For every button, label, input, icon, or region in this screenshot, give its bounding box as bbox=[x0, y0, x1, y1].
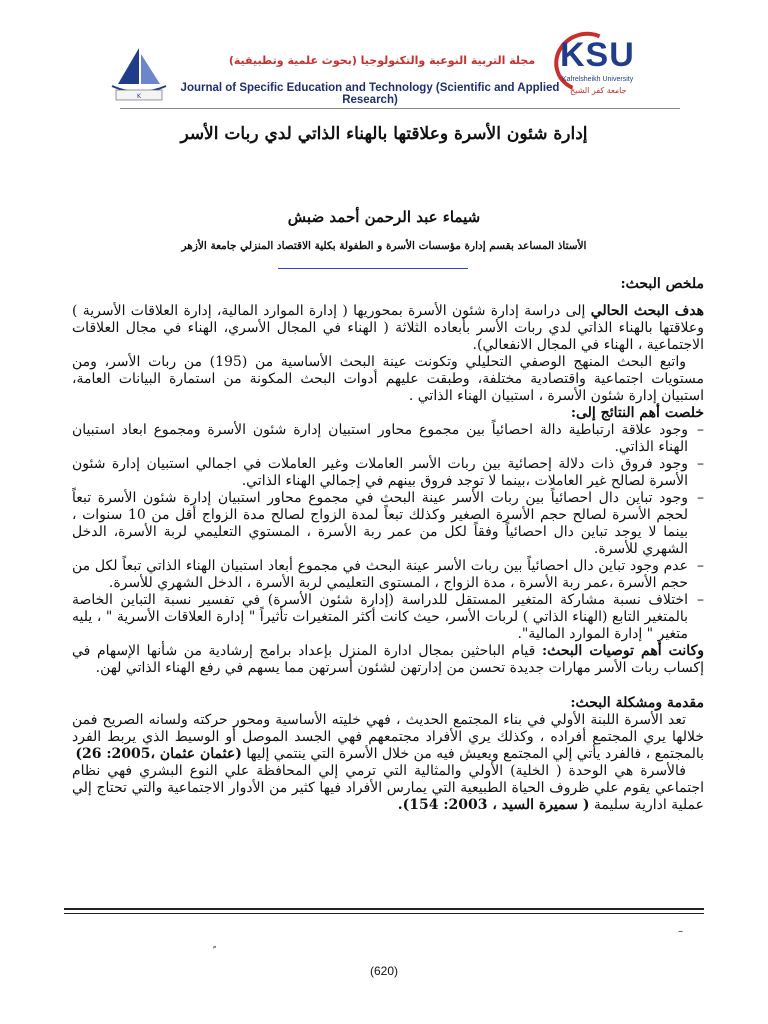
abstract-aim-text: إلى دراسة إدارة شئون الأسرة بمحوريها ( إدارة الموارد المالية، إدارة العلاقات الأسرية ) وعلاقتها بالهناء الذاتي لدي ربات الأسر بأبعاده الثلاثة ( الهناء في المجال الأسري، الهناء في مجال العلاقات الاجتماعية ، الهناء في المجال الانفعالي). bbox=[72, 303, 704, 353]
intro-paragraph-1 bbox=[72, 712, 704, 763]
university-logo-text: KSU bbox=[560, 36, 635, 74]
results-list bbox=[72, 422, 704, 643]
list-item: – اختلاف نسبة مشاركة المتغير المستقل للدراسة (إدارة شئون الأسرة) في تفسير نسبة التباين الخاصة بالمتغير التابع (الهناء الذاتي ) لربات الأسر، حيث كانت أكثر المتغيرات تأثيراً " إدارة العلاقات الأسرية " ، يليه متغير " إدارة الموارد المالية". bbox=[72, 592, 704, 643]
recommendations bbox=[72, 643, 704, 677]
journal-name-en: Journal of Specific Education and Technology (Scientific and Applied Research) bbox=[180, 82, 560, 106]
intro-p2-citation: ( سميرة السيد ، 2003: 154). bbox=[397, 797, 590, 813]
footer-mark: – bbox=[678, 926, 683, 937]
intro-paragraph-2 bbox=[72, 763, 704, 814]
footer-divider-thin bbox=[64, 913, 704, 914]
abstract-aim-lead: هدف البحث الحالي bbox=[590, 303, 704, 319]
recommendations-text: قيام الباحثين بمجال ادارة المنزل بإعداد برامج إرشادية من شأنها الإسهام في إكساب ربات الأسر مهارات جديدة تحسن من إدارتهن لشئون أسرتهن مما يسهم في رفع الهناء الذاتي لهن. bbox=[72, 643, 704, 676]
header-divider bbox=[120, 108, 680, 109]
abstract-method: واتبع البحث المنهج الوصفي التحليلي وتكونت عينة البحث الأساسية من (195) من ربات الأسر، ومن مستويات اجتماعية واقتصادية مختلفة، وطبقت عليهم أدوات البحث المكونة من استمارة البيانات العامة، استبيان إدارة شئون الأسرة ، استبيان الهناء الذاتي . bbox=[72, 354, 704, 404]
intro-p1-text: تعد الأسرة اللبنة الأولي في بناء المجتمع الحديث ، فهي خليته الأساسية ومحور حركته ولسانه الصريح فمن خلالها يري المجتمع أفراده ، وكذلك يري الأفراد مجتمعهم فهي الجسد الموصل أو الوسيط الذي يربط الفرد بالمجتمع ، فالفرد يأتي إلي المجتمع ويعيش فيه من خلال الأسرة التي ينتمي إليها bbox=[72, 712, 704, 762]
recommendations-lead: وكانت أهم توصيات البحث: bbox=[541, 643, 704, 659]
journal-emblem-icon bbox=[106, 44, 172, 104]
author-affiliation: الأستاذ المساعد بقسم إدارة مؤسسات الأسرة و الطفولة بكلية الاقتصاد المنزلي جامعة الأزهر bbox=[181, 240, 587, 252]
svg-text:K: K bbox=[137, 93, 141, 100]
footer-divider bbox=[64, 908, 704, 910]
paper-title: إدارة شئون الأسرة وعلاقتها بالهناء الذاتي لدي ربات الأسر bbox=[180, 124, 588, 144]
results-heading: خلصت أهم النتائج إلى: bbox=[570, 405, 704, 421]
intro-p2-text: فالأسرة هي الوحدة ( الخلية) الأولي والمثالية التي ترمي إلي المحافظة علي النوع البشري فهي نظام اجتماعي يقوم علي ظروف الحياة الطبيعية التي يمارس الأفراد فيها كثير من الأدوار الاجتماعية والتي تحتاج إلي عملية ادارية سليمة bbox=[72, 763, 704, 813]
abstract-heading: ملخص البحث: bbox=[620, 276, 704, 292]
list-item: – وجود فروق ذات دلالة إحصائية بين ربات الأسر العاملات وغير العاملات في اجمالي استبيان إدارة شئون الأسرة لصالح غير العاملات ،بينما لا توجد فروق بينهم في إجمالي الهناء الذاتي. bbox=[72, 456, 704, 490]
author-name: شيماء عبد الرحمن أحمد ضبش bbox=[287, 208, 481, 226]
page-number: (620) bbox=[369, 964, 398, 978]
list-item: – عدم وجود تباين دال احصائياً بين ربات الأسر عينة البحث في مجموع أبعاد استبيان الهناء الذاتي تبعاً لكل من حجم الأسرة ،عمر ربة الأسرة ، مدة الزواج ، المستوى التعليمي لربة الأسرة ، الدخل الشهري للأسرة. bbox=[72, 558, 704, 592]
university-name-en: Kafrelsheikh University bbox=[562, 76, 634, 83]
journal-header bbox=[0, 30, 768, 110]
affiliation-underline bbox=[278, 268, 468, 269]
university-name-ar: جامعة كفر الشيخ bbox=[570, 86, 627, 95]
journal-name-ar: مجلة التربية النوعية والتكنولوجيا (بحوث علمية وتطبيقية) bbox=[228, 54, 536, 67]
paper-body bbox=[72, 276, 704, 814]
list-item: – وجود تباين دال احصائياً بين ربات الأسر عينة البحث في مجموع محاور استبيان إدارة شئون الأسرة تبعاً لحجم الأسرة لصالح حجم الأسرة الصغير وكذلك تبعاً لمدة الزواج لصالح مدة الزواج أقل من 10 سنوات ، بينما لا يوجد تباين دال احصائياً وفقاً لكل من عمر ربة الأسرة ، المستوي التعليمي لربة الأسرة، الدخل الشهري للأسرة. bbox=[72, 490, 704, 558]
intro-heading: مقدمة ومشكلة البحث: bbox=[570, 695, 704, 711]
intro-p1-citation: (عثمان عثمان ،2005: 26) bbox=[75, 746, 242, 762]
university-logo bbox=[560, 36, 678, 98]
abstract-aim bbox=[72, 303, 704, 354]
list-item: – وجود علاقة ارتباطية دالة احصائياً بين مجموع محاور استبيان إدارة شئون الأسرة ومجموع ابعاد استبيان الهناء الذاتي. bbox=[72, 422, 704, 456]
